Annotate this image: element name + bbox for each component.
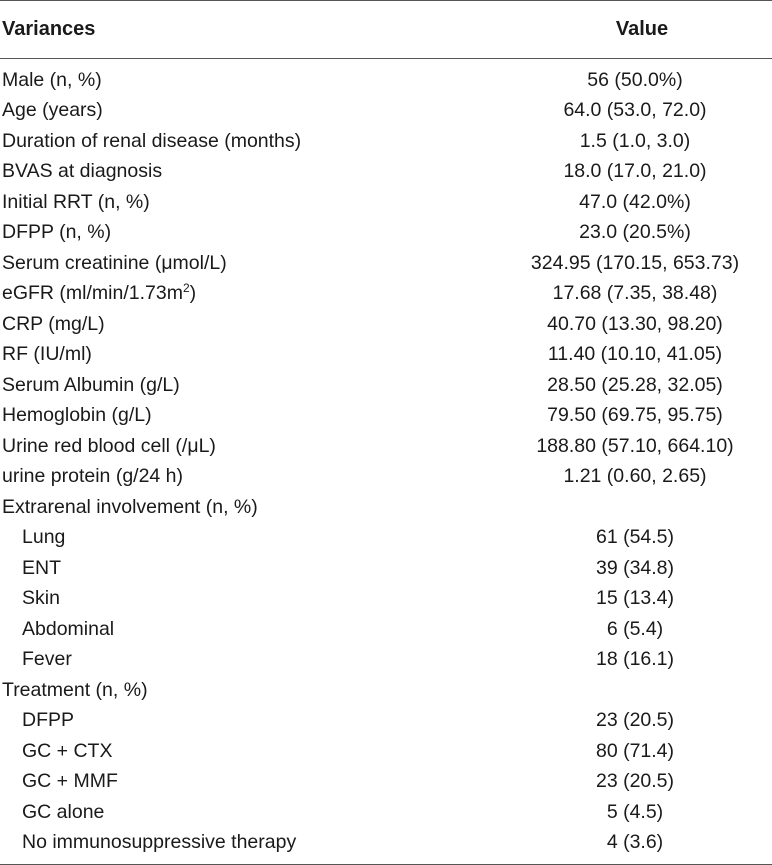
row-label [0,281,470,304]
table-row [0,187,772,218]
table-row [0,614,772,645]
table-row [0,157,772,188]
table-row [0,96,772,127]
row-label: RF (IU/ml) [2,343,92,365]
egfr-label-superscript: 2 [182,281,190,295]
row-label: Serum Albumin (g/L) [2,373,180,396]
row-label: GC + CTX [22,739,113,762]
row-label: BVAS at diagnosis [2,160,163,182]
row-value: 64.0 (53.0, 72.0) [563,99,707,121]
row-value: 17.68 (7.35, 38.48) [552,282,718,304]
header-value: Value [615,18,669,40]
table-row [0,431,772,462]
row-label: Serum creatinine (μmol/L) [2,251,227,274]
row-label: Duration of renal disease (months) [2,129,302,152]
egfr-label-close: ) [189,282,197,304]
row-value: 39 (34.8) [595,556,675,579]
table-row [0,584,772,615]
table-row [0,736,772,767]
row-label: Hemoglobin (g/L) [2,404,152,426]
row-label: Lung [22,526,66,548]
row-value: 61 (54.5) [595,526,675,548]
table-row [0,523,772,554]
row-value: 23 (20.5) [595,770,675,792]
table-row [0,797,772,828]
table-row [0,462,772,493]
section-row-extrarenal [0,492,772,523]
row-label: urine protein (g/24 h) [2,465,184,487]
section-label: Treatment (n, %) [2,678,148,701]
row-label: No immunosuppressive therapy [22,831,297,853]
row-value: 5 (4.5) [606,800,664,823]
header-rule [0,58,772,59]
row-label: Urine red blood cell (/μL) [2,434,216,457]
table-row [0,706,772,737]
row-label: Initial RRT (n, %) [2,190,150,213]
row-value: 324.95 (170.15, 653.73) [530,251,740,274]
row-value: 28.50 (25.28, 32.05) [547,373,723,396]
table-row [0,279,772,310]
row-value: 18 (16.1) [595,648,675,670]
row-label: DFPP [22,709,75,731]
table-header [0,1,772,58]
table-row [0,553,772,584]
row-value: 47.0 (42.0%) [579,190,691,213]
row-label: GC + MMF [22,770,118,792]
row-value: 40.70 (13.30, 98.20) [547,312,723,335]
row-value: 23 (20.5) [595,709,675,731]
table-row [0,309,772,340]
row-label: Skin [22,587,60,609]
row-value: 1.5 (1.0, 3.0) [579,129,691,152]
header-variances: Variances [2,18,96,40]
table-row [0,65,772,96]
row-label: GC alone [22,800,105,823]
row-label: CRP (mg/L) [2,312,105,335]
row-value: 56 (50.0%) [587,68,683,91]
table-row [0,126,772,157]
row-value: 11.40 (10.10, 41.05) [547,343,723,365]
egfr-label-text: eGFR (ml/min/1.73m [2,282,183,304]
row-label: DFPP (n, %) [2,221,112,243]
section-label: Extrarenal involvement (n, %) [2,495,258,518]
table-row [0,248,772,279]
row-value: 15 (13.4) [595,587,675,609]
row-label: ENT [22,556,61,579]
table-row [0,370,772,401]
row-value: 23.0 (20.5%) [579,221,691,243]
table-row [0,645,772,676]
table-row [0,218,772,249]
row-value: 18.0 (17.0, 21.0) [563,160,707,182]
row-label: Age (years) [2,99,103,121]
table-row [0,828,772,859]
table-row [0,401,772,432]
section-row-treatment [0,675,772,706]
row-value: 80 (71.4) [595,739,675,762]
row-label: Male (n, %) [2,68,102,91]
table-row [0,340,772,371]
row-value: 1.21 (0.60, 2.65) [563,465,707,487]
row-value: 4 (3.6) [606,831,664,853]
table-row [0,767,772,798]
row-value: 79.50 (69.75, 95.75) [547,404,723,426]
row-value: 6 (5.4) [606,617,664,640]
row-label: Abdominal [22,617,115,640]
row-label: Fever [22,648,72,670]
row-value: 188.80 (57.10, 664.10) [536,434,734,457]
